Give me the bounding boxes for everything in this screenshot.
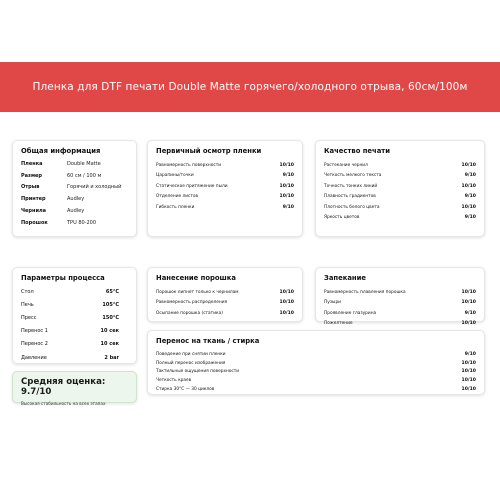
rating-row: Отделение листов 10/10: [156, 194, 294, 200]
film-inspection-title: Первичный осмотр пленки: [156, 147, 262, 155]
info-row-film: Пленка Double Matte: [21, 160, 101, 167]
rating-row: Яркость цветов 9/10: [324, 215, 476, 221]
average-score-title: Средняя оценка: 9.7/10: [21, 377, 106, 397]
param-row: Перенос 2 10 сек: [21, 341, 119, 348]
rating-row: Осыпание порошка (статика) 10/10: [156, 310, 294, 316]
param-row: Стол 65°C: [21, 288, 119, 295]
transfer-wash-card: [147, 330, 485, 395]
info-row-powder: Порошок TPU 80-200: [21, 219, 97, 226]
info-row-peel: Отрыв Горячий и холодный: [21, 184, 122, 191]
rating-row: Равномерность плавления порошка 10/10: [324, 289, 476, 295]
rating-row: Царапины/точки 9/10: [156, 173, 294, 179]
general-info-card: [12, 140, 137, 237]
info-row-size: Размер 60 см / 100 м: [21, 172, 102, 179]
rating-row: Полный перенос изображения 10/10: [156, 360, 476, 366]
process-params-card: [12, 267, 137, 364]
print-quality-card: [315, 140, 485, 237]
rating-row: Равномерность поверхности 10/10: [156, 162, 294, 168]
rating-row: Плотность белого цвета 10/10: [324, 204, 476, 210]
rating-row: Плавность градиентов 9/10: [324, 194, 476, 200]
param-row: Перенос 1 10 сек: [21, 328, 119, 335]
rating-row: Статическое притяжение пыли 10/10: [156, 183, 294, 189]
general-info-title: Общая информация: [21, 147, 101, 155]
info-row-ink: Чернила Audley: [21, 208, 85, 215]
baking-title: Запекание: [324, 274, 366, 282]
rating-row: Поведение при снятии пленки 9/10: [156, 351, 476, 357]
average-score-subtitle: Высокая стабильность на всех этапах: [21, 401, 106, 406]
rating-row: Гибкость пленки 9/10: [156, 204, 294, 210]
rating-row: Пузыри 10/10: [324, 300, 476, 306]
film-inspection-card: [147, 140, 303, 237]
rating-row: Тактильные ощущения поверхности 10/10: [156, 369, 476, 375]
param-row: Печь 105°C: [21, 301, 119, 308]
rating-row: Четкость мелкого текста 9/10: [324, 173, 476, 179]
rating-row: Растекание чернил 10/10: [324, 162, 476, 168]
transfer-wash-title: Перенос на ткань / стирка: [156, 337, 260, 345]
rating-row: Точность тонких линий 10/10: [324, 183, 476, 189]
page-title: Пленка для DTF печати Double Matte горячего/холодного отрыва, 60см/100м: [32, 81, 468, 93]
powder-application-card: [147, 267, 303, 322]
rating-row: Пожелтение 10/10: [324, 321, 476, 327]
baking-card: [315, 267, 485, 327]
rating-row: Равномерность распределения 10/10: [156, 300, 294, 306]
page-title-banner: [0, 62, 500, 112]
rating-row: Проявление глазурина 9/10: [324, 310, 476, 316]
print-quality-title: Качество печати: [324, 147, 390, 155]
rating-row: Стирка 30°C — 30 циклов 10/10: [156, 387, 476, 393]
powder-application-title: Нанесение порошка: [156, 274, 236, 282]
rating-row: Четкость краев 10/10: [156, 378, 476, 384]
info-row-printer: Принтер Audley: [21, 196, 85, 203]
rating-row: Порошок липнет только к чернилам 10/10: [156, 289, 294, 295]
param-row: Давление 2 bar: [21, 354, 119, 361]
process-params-title: Параметры процесса: [21, 274, 105, 282]
param-row: Пресс 150°C: [21, 314, 119, 321]
average-score-card: [12, 371, 137, 406]
